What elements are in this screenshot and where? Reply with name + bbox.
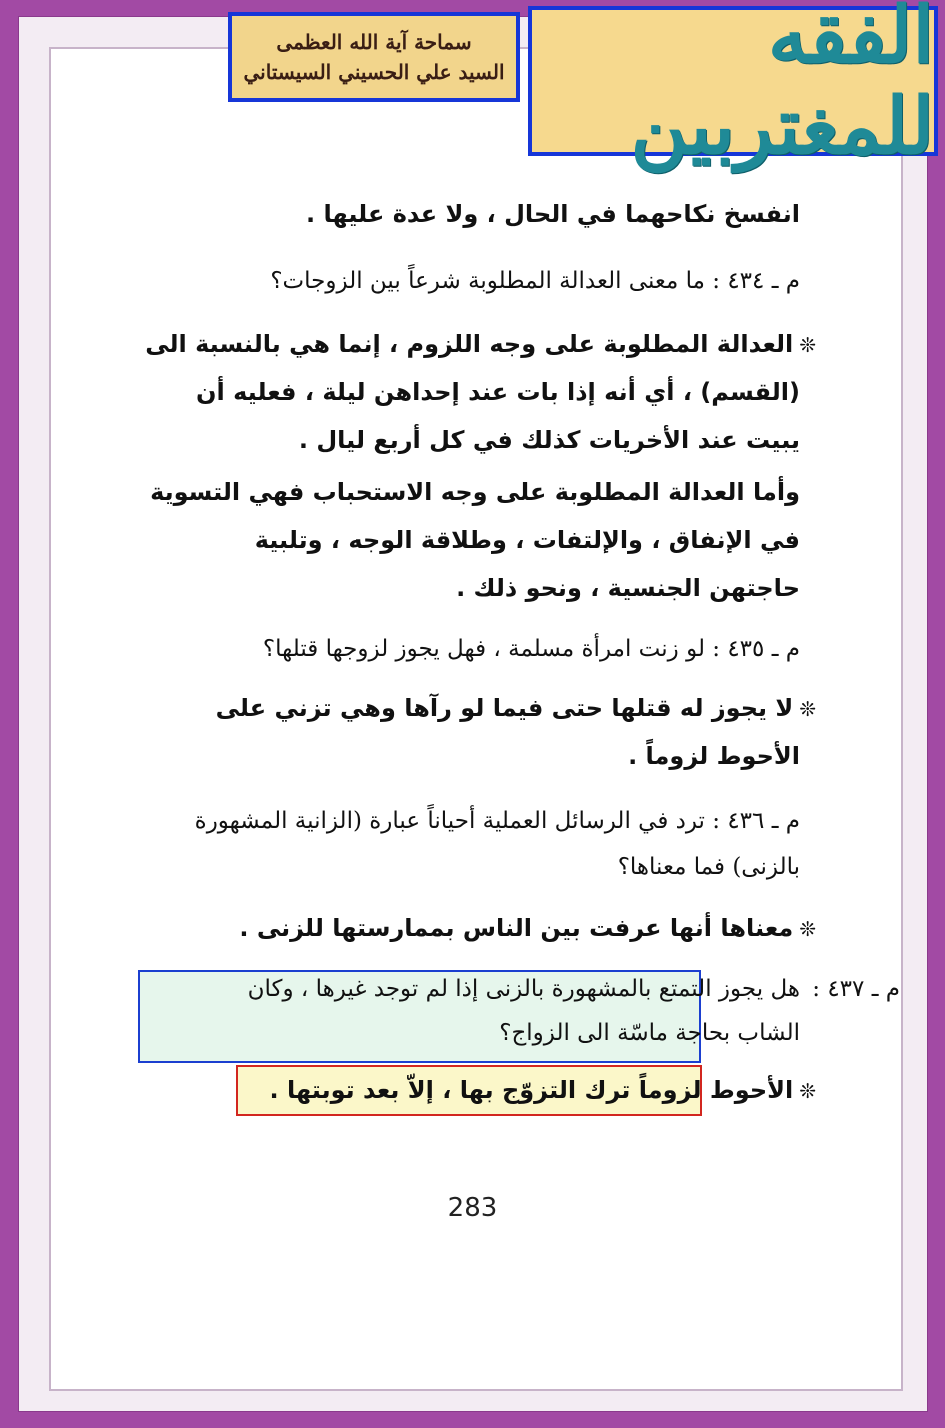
answer-marker-icon: ❊ — [799, 697, 816, 721]
answer-marker-icon: ❊ — [799, 1079, 816, 1103]
book-title: الفقه للمغتربين — [630, 0, 934, 172]
question-434: م ـ ٤٣٤ : ما معنى العدالة المطلوبة شرعاً بين الزوجات؟ — [270, 268, 800, 294]
answer-436 — [239, 914, 816, 942]
question-435: م ـ ٤٣٥ : لو زنت امرأة مسلمة ، فهل يجوز لزوجها قتلها؟ — [262, 636, 800, 662]
page-number: 283 — [447, 1193, 498, 1223]
book-title-logo — [528, 0, 938, 172]
question-437-line-2: الشاب بحاجة ماسّة الى الزواج؟ — [499, 1020, 800, 1046]
author-line-2: السيد علي الحسيني السيستاني — [243, 60, 505, 84]
question-436-line-1: م ـ ٤٣٦ : ترد في الرسائل العملية أحياناً عبارة (الزانية المشهورة — [194, 808, 800, 834]
answer-435-line-1 — [216, 694, 816, 722]
answer-434-line-2: (القسم) ، أي أنه إذا بات عند إحداهن ليلة ، فعليه أن — [196, 378, 800, 406]
answer-text: لا يجوز له قتلها حتى فيما لو رآها وهي تزني على — [215, 694, 794, 722]
answer-437 — [269, 1076, 816, 1104]
answer-434-line-1 — [145, 330, 816, 358]
answer-marker-icon: ❊ — [799, 917, 816, 941]
question-436-line-2: بالزنى) فما معناها؟ — [617, 854, 800, 880]
author-line-1: سماحة آية الله العظمى — [276, 30, 472, 54]
answer-435-line-2: الأحوط لزوماً . — [628, 742, 800, 770]
answer-marker-icon: ❊ — [799, 333, 816, 357]
text-line: انفسخ نكاحهما في الحال ، ولا عدة عليها . — [306, 200, 800, 228]
answer-text: الأحوط لزوماً ترك التزوّج بها ، إلاّ بعد توبتها . — [269, 1076, 794, 1104]
answer-text: معناها أنها عرفت بين الناس بممارستها للزنى . — [239, 914, 794, 942]
answer-434-line-3: يبيت عند الأخريات كذلك في كل أربع ليال . — [298, 426, 800, 454]
answer-434-line-6: حاجتهن الجنسية ، ونحو ذلك . — [456, 574, 800, 602]
answer-434-line-4: وأما العدالة المطلوبة على وجه الاستحباب فهي التسوية — [150, 478, 800, 506]
author-logo — [228, 12, 520, 102]
answer-text: العدالة المطلوبة على وجه اللزوم ، إنما هي بالنسبة الى — [145, 330, 794, 358]
answer-434-line-5: في الإنفاق ، والإلتفات ، وطلاقة الوجه ، وتلبية — [254, 526, 800, 554]
question-437-line-1: هل يجوز التمتع بالمشهورة بالزنى إذا لم توجد غيرها ، وكان — [247, 976, 800, 1002]
question-437-label: م ـ ٤٣٧ : — [812, 976, 900, 1002]
